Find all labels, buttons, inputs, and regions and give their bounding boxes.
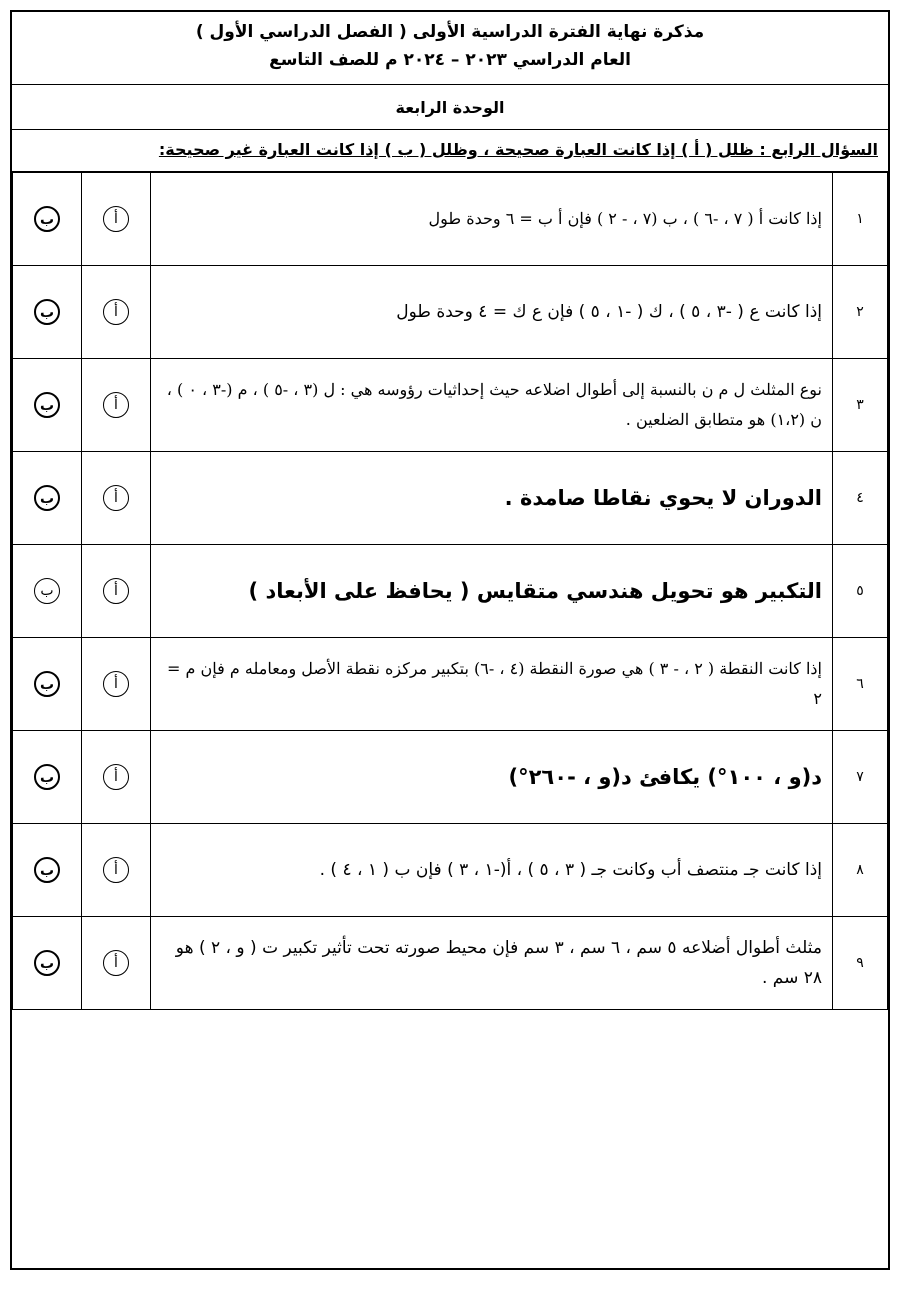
option-a-cell[interactable] [82,266,151,359]
question-number: ٣ [833,359,888,452]
option-a-cell[interactable] [82,731,151,824]
option-a-cell[interactable] [82,173,151,266]
option-a-cell[interactable] [82,917,151,1010]
option-b-bubble[interactable]: ب [34,764,60,790]
title-line-2: العام الدراسي ٢٠٢٣ – ٢٠٢٤ م للصف التاسع [269,50,631,70]
option-b-cell[interactable] [13,359,82,452]
question-text: الدوران لا يحوي نقاطا صامدة . [151,452,833,545]
option-b-bubble[interactable]: ب [34,857,60,883]
option-b-bubble[interactable]: ب [34,392,60,418]
worksheet-frame [10,10,890,1270]
option-b-cell[interactable] [13,917,82,1010]
option-a-cell[interactable] [82,452,151,545]
option-b-cell[interactable] [13,545,82,638]
option-a-bubble[interactable]: أ [103,485,129,511]
question-number: ٢ [833,266,888,359]
question-text: مثلث أطوال أضلاعه ٥ سم ، ٦ سم ، ٣ سم فإن محيط صورته تحت تأثير تكبير ت ( و ، ٢ ) هو ٢٨ سم . [151,917,833,1010]
question-number: ١ [833,173,888,266]
question-number: ٩ [833,917,888,1010]
question-row [13,173,888,266]
option-b-bubble[interactable]: ب [34,485,60,511]
option-a-bubble[interactable]: أ [103,857,129,883]
question-number: ٥ [833,545,888,638]
worksheet-title [12,12,888,85]
option-b-bubble[interactable]: ب [34,299,60,325]
option-b-cell[interactable] [13,173,82,266]
question-text: إذا كانت أ ( ٧ ، -٦ ) ، ب (٧ ، - ٢ ) فإن أ ب = ٦ وحدة طول [151,173,833,266]
option-a-bubble[interactable]: أ [103,578,129,604]
option-a-bubble[interactable]: أ [103,206,129,232]
option-a-bubble[interactable]: أ [103,764,129,790]
question-number: ٤ [833,452,888,545]
instruction-text: السؤال الرابع : ظلل ( أ ) إذا كانت العبارة صحيحة ، وظلل ( ب ) إذا كانت العبارة غير صحيحة: [158,140,878,159]
option-b-bubble[interactable]: ب [34,950,60,976]
questions-table [12,172,888,1010]
option-a-cell[interactable] [82,638,151,731]
option-a-cell[interactable] [82,824,151,917]
question-text: نوع المثلث ل م ن بالنسبة إلى أطوال اضلاعه حيث إحداثيات رؤوسه هي : ل (٣ ، -٥ ) ، م (-٣ ، ٠ ) ، ن (١،٢) هو متطابق الضلعين . [151,359,833,452]
question-text: د(و ، ١٠٠°) يكافئ د(و ، -٢٦٠°) [151,731,833,824]
question-number: ٨ [833,824,888,917]
option-b-cell[interactable] [13,824,82,917]
option-a-bubble[interactable]: أ [103,950,129,976]
question-text: إذا كانت ع ( -٣ ، ٥ ) ، ك ( -١ ، ٥ ) فإن ع ك = ٤ وحدة طول [151,266,833,359]
option-a-bubble[interactable]: أ [103,671,129,697]
question-row [13,266,888,359]
unit-heading: الوحدة الرابعة [12,85,888,130]
question-text: إذا كانت النقطة ( ٢ ، - ٣ ) هي صورة النقطة (٤ ، -٦) بتكبير مركزه نقطة الأصل ومعامله م فإن م = ٢ [151,638,833,731]
option-b-cell[interactable] [13,266,82,359]
option-b-cell[interactable] [13,731,82,824]
option-b-bubble[interactable]: ب [34,578,60,604]
option-a-bubble[interactable]: أ [103,392,129,418]
option-a-cell[interactable] [82,545,151,638]
option-b-bubble[interactable]: ب [34,671,60,697]
title-line-1: مذكرة نهاية الفترة الدراسية الأولى ( الفصل الدراسي الأول ) [195,22,705,42]
question-number: ٧ [833,731,888,824]
question-instruction [12,130,888,172]
question-row [13,452,888,545]
option-a-cell[interactable] [82,359,151,452]
question-row [13,638,888,731]
question-row [13,824,888,917]
option-b-bubble[interactable]: ب [34,206,60,232]
question-row [13,359,888,452]
option-b-cell[interactable] [13,452,82,545]
question-row [13,731,888,824]
question-row [13,545,888,638]
option-b-cell[interactable] [13,638,82,731]
option-a-bubble[interactable]: أ [103,299,129,325]
question-text: التكبير هو تحويل هندسي متقايس ( يحافظ على الأبعاد ) [151,545,833,638]
question-text: إذا كانت جـ منتصف أب وكانت جـ ( ٣ ، ٥ ) ، أ(-١ ، ٣ ) فإن ب ( ١ ، ٤ ) . [151,824,833,917]
question-number: ٦ [833,638,888,731]
question-row [13,917,888,1010]
